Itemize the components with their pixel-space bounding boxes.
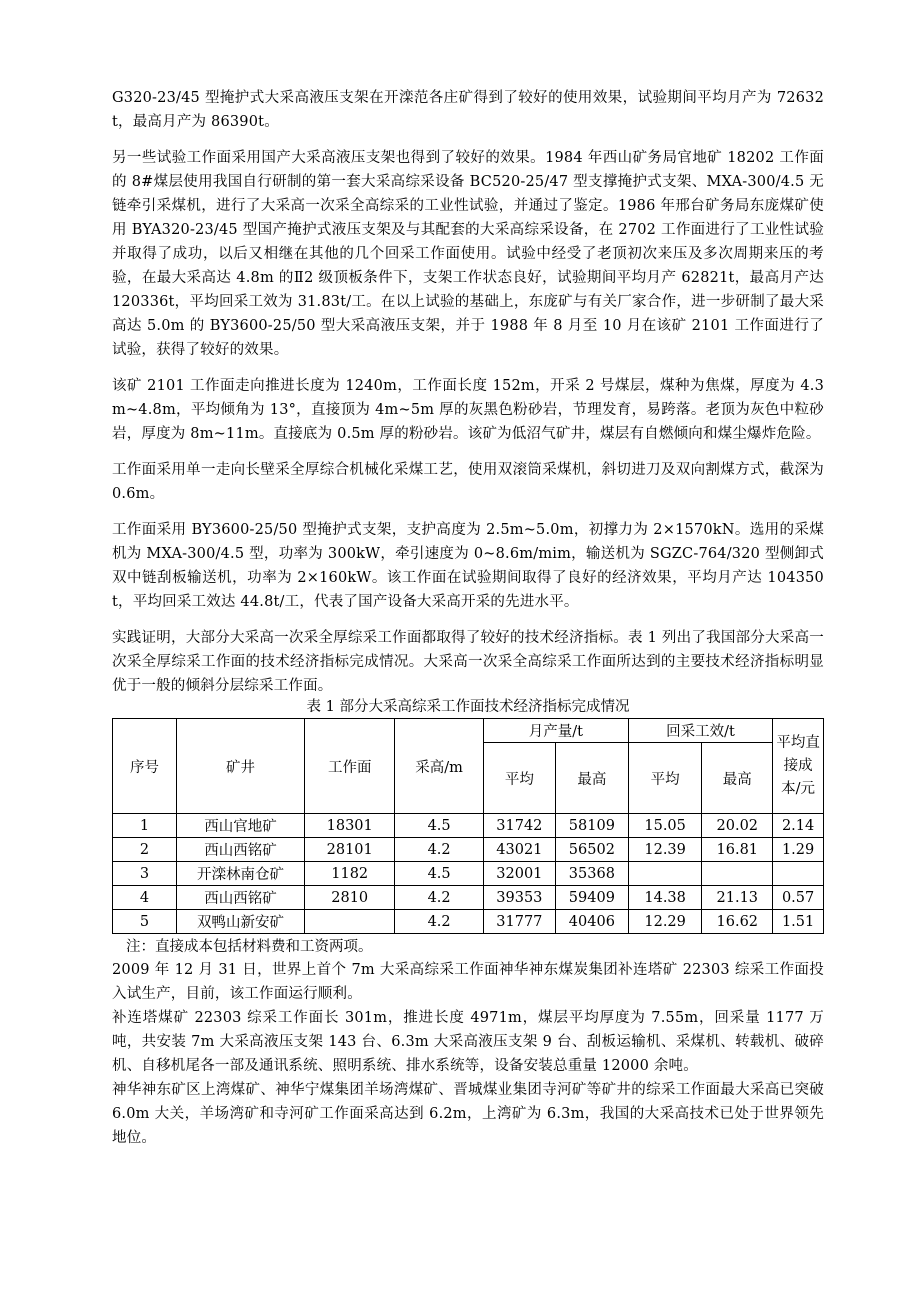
cell-seq: 4 bbox=[113, 886, 177, 910]
cell-eff-max: 16.62 bbox=[702, 910, 773, 934]
table-note: 注：直接成本包括材料费和工资两项。 bbox=[126, 939, 373, 955]
header-output-max: 最高 bbox=[555, 743, 628, 814]
cell-output-avg: 32001 bbox=[483, 862, 555, 886]
cell-seq: 1 bbox=[113, 814, 177, 838]
cell-face: 18301 bbox=[305, 814, 395, 838]
paragraph-3: 该矿 2101 工作面走向推进长度为 1240m，工作面长度 152m，开采 2 号煤层，煤种为焦煤，厚度为 4.3m~4.8m，平均倾角为 13°，直接顶为 4m~5m 厚的灰黑色粉砂岩，节理发育，易跨落。老顶为灰色中粒砂岩，厚度为 8m~11m。直接底为 0.5m 厚的粉砂岩。该矿为低沼气矿井，煤层有自燃倾向和煤尘爆炸危险。 bbox=[112, 378, 824, 442]
cell-face bbox=[305, 910, 395, 934]
cell-mine: 双鸭山新安矿 bbox=[176, 910, 304, 934]
closing-section bbox=[112, 958, 824, 1150]
cell-height: 4.5 bbox=[395, 862, 483, 886]
cell-eff-avg: 14.38 bbox=[628, 886, 702, 910]
cell-height: 4.5 bbox=[395, 814, 483, 838]
cell-output-max: 35368 bbox=[555, 862, 628, 886]
cell-output-avg: 31742 bbox=[483, 814, 555, 838]
cell-output-avg: 39353 bbox=[483, 886, 555, 910]
paragraph-6: 实践证明，大部分大采高一次采全厚综采工作面都取得了较好的技术经济指标。表 1 列出了我国部分大采高一次采全厚综采工作面的技术经济指标完成情况。大采高一次采全高综采工作面所达到的主要技术经济指标明显优于一般的倾斜分层综采工作面。 bbox=[112, 630, 824, 694]
cell-eff-avg: 12.39 bbox=[628, 838, 702, 862]
cell-mine: 开滦林南仓矿 bbox=[176, 862, 304, 886]
cell-output-avg: 31777 bbox=[483, 910, 555, 934]
cell-height: 4.2 bbox=[395, 838, 483, 862]
header-efficiency: 回采工效/t bbox=[628, 719, 772, 743]
cell-eff-max: 16.81 bbox=[702, 838, 773, 862]
header-height: 采高/m bbox=[395, 719, 483, 814]
closing-paragraph-2: 补连塔煤矿 22303 综采工作面长 301m，推进长度 4971m，煤层平均厚度为 7.55m，回采量 1177 万吨，共安装 7m 大采高液压支架 143 台、6.3m 大采高液压支架 9 台、刮板运输机、采煤机、转载机、破碎机、自移机尾各一部及通讯系统、照明系统、排水系统等，设备安装总重量 12000 余吨。 bbox=[112, 1010, 824, 1074]
header-face: 工作面 bbox=[305, 719, 395, 814]
closing-paragraph-1: 2009 年 12 月 31 日，世界上首个 7m 大采高综采工作面神华神东煤炭集团补连塔矿 22303 综采工作面投入试生产，目前，该工作面运行顺利。 bbox=[112, 962, 824, 1002]
cell-eff-max: 20.02 bbox=[702, 814, 773, 838]
cell-height: 4.2 bbox=[395, 910, 483, 934]
cell-face: 28101 bbox=[305, 838, 395, 862]
cell-output-max: 58109 bbox=[555, 814, 628, 838]
cell-face: 2810 bbox=[305, 886, 395, 910]
cell-height: 4.2 bbox=[395, 886, 483, 910]
cell-cost bbox=[773, 862, 824, 886]
cell-output-max: 59409 bbox=[555, 886, 628, 910]
cell-cost: 0.57 bbox=[773, 886, 824, 910]
closing-paragraph-3: 神华神东矿区上湾煤矿、神华宁煤集团羊场湾煤矿、晋城煤业集团寺河矿等矿井的综采工作面最大采高已突破 6.0m 大关，羊场湾矿和寺河矿工作面采高达到 6.2m，上湾矿为 6.3m，我国的大采高技术已处于世界领先地位。 bbox=[112, 1082, 824, 1146]
header-seq: 序号 bbox=[113, 719, 177, 814]
table-row bbox=[113, 910, 824, 934]
paragraph-5: 工作面采用 BY3600-25/50 型掩护式支架，支护高度为 2.5m~5.0m，初撑力为 2×1570kN。选用的采煤机为 MXA-300/4.5 型，功率为 300kW，牵引速度为 0~8.6m/mim，输送机为 SGZC-764/320 型侧卸式双中链刮板输送机，功率为 2×160kW。该工作面在试验期间取得了良好的经济效果，平均月产达 104350t，平均回采工效达 44.8t/工，代表了国产设备大采高开采的先进水平。 bbox=[112, 522, 824, 610]
table-row bbox=[113, 862, 824, 886]
header-output: 月产量/t bbox=[483, 719, 628, 743]
header-cost: 平均直接成本/元 bbox=[773, 719, 824, 814]
cell-seq: 3 bbox=[113, 862, 177, 886]
paragraph-1: G320-23/45 型掩护式大采高液压支架在开滦范各庄矿得到了较好的使用效果，试验期间平均月产为 72632t，最高月产为 86390t。 bbox=[112, 90, 824, 130]
cell-eff-avg bbox=[628, 862, 702, 886]
cell-eff-avg: 15.05 bbox=[628, 814, 702, 838]
cell-mine: 西山西铭矿 bbox=[176, 886, 304, 910]
table-caption: 表 1 部分大采高综采工作面技术经济指标完成情况 bbox=[306, 699, 630, 715]
cell-eff-max bbox=[702, 862, 773, 886]
table-row bbox=[113, 838, 824, 862]
cell-seq: 2 bbox=[113, 838, 177, 862]
header-eff-max: 最高 bbox=[702, 743, 773, 814]
paragraph-2: 另一些试验工作面采用国产大采高液压支架也得到了较好的效果。1984 年西山矿务局官地矿 18202 工作面的 8#煤层使用我国自行研制的第一套大采高综采设备 BC520-25/47 型支撑掩护式支架、MXA-300/4.5 无链牵引采煤机，进行了大采高一次采全高综采的工业性试验，并通过了鉴定。1986 年邢台矿务局东庞煤矿使用 BYA320-23/45 型国产掩护式液压支架及与其配套的大采高综采设备，在 2702 工作面进行了工业性试验并取得了成功，以后又相继在其他的几个回采工作面使用。试验中经受了老顶初次来压及多次周期来压的考验，在最大采高达 4.8m 的Ⅱ2 级顶板条件下，支架工作状态良好，试验期间平均月产 62821t，最高月产达 120336t，平均回采工效为 31.83t/工。在以上试验的基础上，东庞矿与有关厂家合作，进一步研制了最大采高达 5.0m 的 BY3600-25/50 型大采高液压支架，并于 1988 年 8 月至 10 月在该矿 2101 工作面进行了试验，获得了较好的效果。 bbox=[112, 150, 824, 358]
cell-face: 1182 bbox=[305, 862, 395, 886]
cell-output-avg: 43021 bbox=[483, 838, 555, 862]
table-row bbox=[113, 886, 824, 910]
cell-mine: 西山官地矿 bbox=[176, 814, 304, 838]
cell-mine: 西山西铭矿 bbox=[176, 838, 304, 862]
header-output-avg: 平均 bbox=[483, 743, 555, 814]
cell-eff-max: 21.13 bbox=[702, 886, 773, 910]
cell-seq: 5 bbox=[113, 910, 177, 934]
paragraph-4: 工作面采用单一走向长壁采全厚综合机械化采煤工艺，使用双滚筒采煤机，斜切进刀及双向割煤方式，截深为 0.6m。 bbox=[112, 462, 824, 502]
header-mine: 矿井 bbox=[176, 719, 304, 814]
cell-output-max: 40406 bbox=[555, 910, 628, 934]
cell-cost: 2.14 bbox=[773, 814, 824, 838]
cell-output-max: 56502 bbox=[555, 838, 628, 862]
indicator-table bbox=[112, 718, 824, 934]
cell-eff-avg: 12.29 bbox=[628, 910, 702, 934]
cell-cost: 1.29 bbox=[773, 838, 824, 862]
cell-cost: 1.51 bbox=[773, 910, 824, 934]
document-page bbox=[112, 86, 824, 1150]
header-eff-avg: 平均 bbox=[628, 743, 702, 814]
table-row bbox=[113, 814, 824, 838]
